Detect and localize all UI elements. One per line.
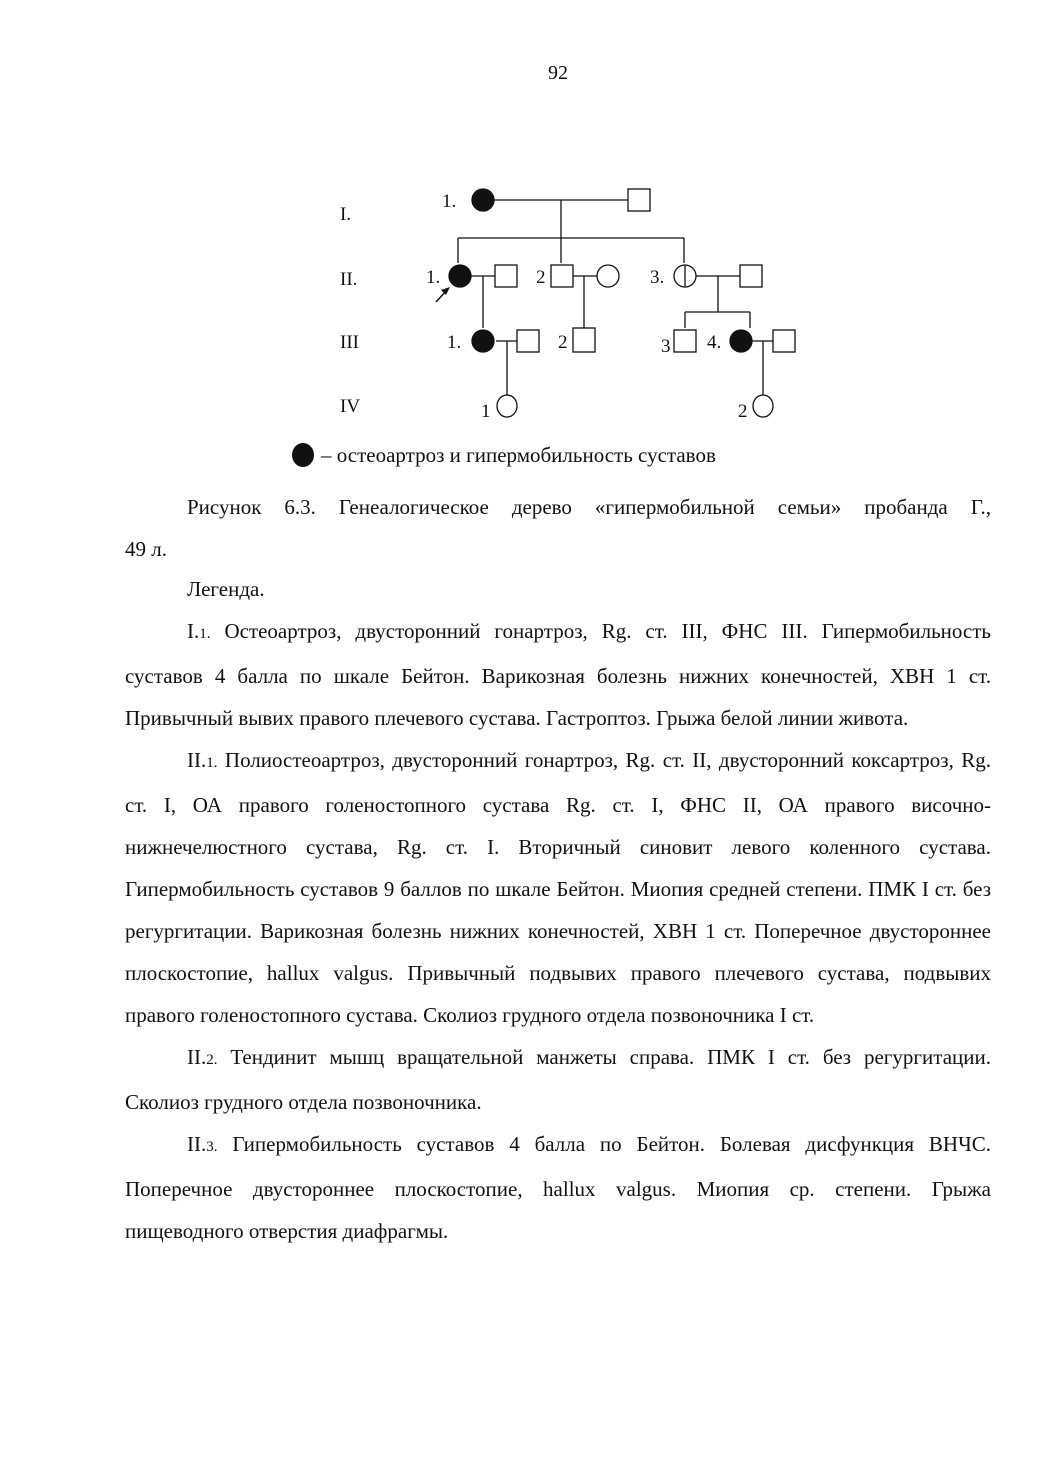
label-iii1: 1. xyxy=(447,332,462,353)
entry-label: II. xyxy=(187,1132,207,1156)
entry-text: Остеоартроз, двусторонний гонартроз, Rg. ст. III, ФНС III. Гипермобильность суставов 4 балла по шкале Бейтон. Варикозная болезнь нижних конечностей, ХВН 1 ст. Привычный вывих правого плечевого сустава. Гастроптоз. Грыжа белой линии живота. xyxy=(125,619,991,730)
entry-number: 1. xyxy=(206,755,218,771)
entry-ii3 xyxy=(125,1123,991,1252)
label-iii3: 3 xyxy=(661,336,671,357)
label-iv1: 1 xyxy=(481,401,491,422)
generation-label-1: I. xyxy=(340,204,352,225)
caption-line-1: Рисунок 6.3. Генеалогическое дерево «гипермобильной семьи» пробанда Г., xyxy=(187,495,991,519)
generation-label-2: II. xyxy=(340,269,358,290)
iv1-female xyxy=(497,395,517,417)
entry-i1 xyxy=(125,610,991,739)
legend-filled-circle-icon xyxy=(291,442,315,468)
entry-label: I. xyxy=(187,619,200,643)
label-i1: 1. xyxy=(442,191,457,212)
page-number: 92 xyxy=(548,62,568,84)
i1-affected-female xyxy=(472,189,494,211)
entry-number: 1. xyxy=(199,626,211,642)
label-iv2: 2 xyxy=(738,401,748,422)
label-ii2: 2 xyxy=(536,267,546,288)
proband-arrow-icon xyxy=(436,287,450,302)
entry-number: 3. xyxy=(206,1139,218,1155)
entry-text: Полиостеоартроз, двусторонний гонартроз, Rg. ст. II, двусторонний коксартроз, Rg. ст. I, ОА правого голеностопного сустава Rg. ст. I, ФНС II, ОА правого височно-нижнечелюстного сустава, Rg. ст. I. Вторичный синовит левого коленного сустава. Гипермобильность суставов 9 баллов по шкале Бейтон. Миопия средней степени. ПМК I ст. без регургитации. Варикозная болезнь нижних конечностей, ХВН 1 ст. Поперечное двустороннее плоскостопие, hallux valgus. Привычный подвывих правого плечевого сустава, подвывих правого голеностопного сустава. Сколиоз грудного отдела позвоночника I ст. xyxy=(125,748,991,1027)
pedigree-legend xyxy=(291,440,716,470)
legend-text: – остеоартроз и гипермобильность суставов xyxy=(321,442,716,467)
figure-caption xyxy=(125,486,991,570)
iii1-spouse-male xyxy=(517,330,539,352)
legend-body xyxy=(125,568,991,1252)
entry-text: Гипермобильность суставов 4 балла по Бейтон. Болевая дисфункция ВНЧС. Поперечное двустороннее плоскостопие, hallux valgus. Миопия ср. степени. Грыжа пищеводного отверстия диафрагмы. xyxy=(125,1132,991,1243)
entry-ii2 xyxy=(125,1036,991,1123)
ii2-male xyxy=(551,265,573,287)
entry-ii1 xyxy=(125,739,991,1036)
iii2-male xyxy=(573,328,595,352)
ii3-spouse-male xyxy=(740,265,762,287)
i2-male xyxy=(628,189,650,211)
entry-number: 2. xyxy=(206,1052,218,1068)
label-iii4: 4. xyxy=(707,332,722,353)
ii1-spouse-male xyxy=(495,265,517,287)
pedigree-diagram xyxy=(320,170,820,475)
ii1-affected-female-proband xyxy=(449,265,471,287)
pedigree-svg xyxy=(320,170,820,475)
generation-label-3: III xyxy=(340,332,359,353)
caption-line-2: 49 л. xyxy=(125,537,167,561)
legend-heading: Легенда. xyxy=(187,577,265,601)
pedigree-lines xyxy=(458,200,773,396)
iii3-male xyxy=(674,330,696,352)
ii2-spouse-female xyxy=(597,265,619,287)
entry-text: Тендинит мышц вращательной манжеты справа. ПМК I ст. без регургитации. Сколиоз грудного отдела позвоночника. xyxy=(125,1045,991,1114)
entry-label: II. xyxy=(187,1045,207,1069)
iii1-affected-female xyxy=(472,330,494,352)
generation-label-4: IV xyxy=(340,396,361,417)
iii4-spouse-male xyxy=(773,330,795,352)
label-iii2: 2 xyxy=(558,332,568,353)
entry-label: II. xyxy=(187,748,207,772)
iv2-female xyxy=(753,395,773,417)
iii4-affected-female xyxy=(730,330,752,352)
label-ii3: 3. xyxy=(650,267,665,288)
label-ii1: 1. xyxy=(426,267,441,288)
